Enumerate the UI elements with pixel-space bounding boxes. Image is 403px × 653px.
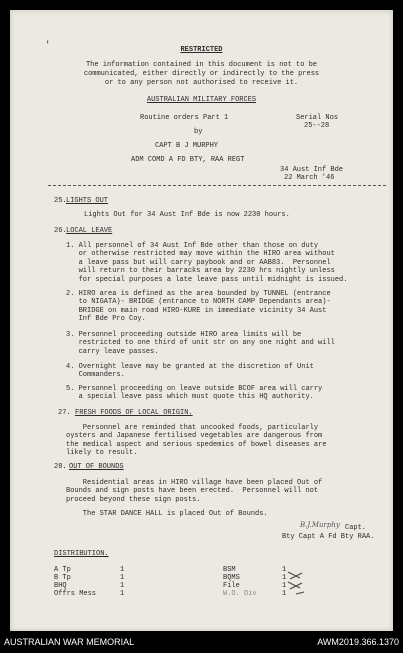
order-number-26: 26. <box>54 227 67 235</box>
distribution-title: DISTRIBUTION. <box>54 550 109 558</box>
signature-scrawl: B.J.Murphy <box>300 521 340 529</box>
serial-label: Serial Nos <box>296 114 339 122</box>
order-28-para-2: The STAR DANCE HALL is placed Out of Bounds. <box>66 510 268 518</box>
notice-line-2: communicated, either directly or indirectly to the press <box>83 70 320 78</box>
document-page <box>10 10 393 631</box>
header-divider <box>48 185 386 186</box>
order-date: 22 March '46 <box>284 174 335 182</box>
distribution-right-qty: 1 <box>282 582 287 590</box>
order-title-27: FRESH FOODS OF LOCAL ORIGIN. <box>75 409 193 417</box>
footer-accession-number: AWM2019.366.1370 <box>317 637 399 647</box>
order-number-28: 28. <box>54 463 67 471</box>
order-26-para-5: 5. Personnel proceeding on leave outside BCOF area will carry a special leave pass which must quote this HQ authority. <box>66 385 323 402</box>
signature-line: Bty Capt A Fd Bty RAA. <box>282 533 375 541</box>
order-26-para-4: 4. Overnight leave may be granted at the discretion of Unit Commanders. <box>66 363 314 380</box>
distribution-right-qty: 1 <box>282 590 287 598</box>
order-number-25: 25. <box>54 197 67 205</box>
distribution-right-name: File <box>223 582 240 590</box>
order-28-para-1: Residential areas in HIRO village have been placed Out of Bounds and sign posts have been erected. Personnel will not proceed beyond these sign posts. <box>66 479 323 504</box>
distribution-left-name: Offrs Mess <box>54 590 97 598</box>
order-number-27: 27. <box>58 409 71 417</box>
distribution-left-qty: 1 <box>120 582 125 590</box>
officer-name: CAPT B J MURPHY <box>155 142 219 150</box>
force-title: AUSTRALIAN MILITARY FORCES <box>146 96 257 104</box>
footer-institution: AUSTRALIAN WAR MEMORIAL <box>4 637 135 647</box>
order-title-28: OUT OF BOUNDS <box>69 463 124 471</box>
distribution-right-name: BSM <box>223 566 236 574</box>
distribution-left-qty: 1 <box>120 590 125 598</box>
order-26-para-2: 2. HIRO area is defined as the area bounded by TUNNEL (entrance to NIGATA)- BRIDGE (entrance to NORTH CAMP Dependants area)- BRIDGE on main road HIRO-KURE in immediate vicinity 34 Aust Inf Bde Pro Coy. <box>66 290 331 324</box>
order-25-text: Lights Out for 34 Aust Inf Bde is now 2230 hours. <box>84 211 290 219</box>
margin-mark: ' <box>45 40 51 50</box>
order-26-para-1: 1. All personnel of 34 Aust Inf Bde other than those on duty or otherwise restricted may move within the HIRO area without a leave pass but will carry paybook and or AAB83. Personnel will return to their barracks area by 2230 hrs nightly unless for special purposes a late leave pass until midnight is issued. <box>66 242 348 284</box>
classification-heading: RESTRICTED <box>180 46 223 54</box>
order-title: Routine orders Part 1 <box>140 114 229 122</box>
unit-name: 34 Aust Inf Bde <box>280 166 344 174</box>
by-label: by <box>194 128 203 136</box>
serial-value: 25--28 <box>304 122 330 130</box>
handwritten-tick-marks <box>280 562 320 602</box>
distribution-right-qty: 1 <box>282 574 287 582</box>
distribution-right-name: W.O. Div <box>223 590 257 598</box>
distribution-left-qty: 1 <box>120 574 125 582</box>
archive-footer <box>0 633 403 653</box>
signature-rank: Capt. <box>345 524 367 532</box>
notice-line-3: or to any person not authorised to receive it. <box>104 79 299 87</box>
distribution-left-name: A Tp <box>54 566 71 574</box>
distribution-right-qty: 1 <box>282 566 287 574</box>
order-27-text: Personnel are reminded that uncooked foods, particularly oysters and Japanese fertilised vegetables are dangerous from the medical aspect and serious spedemics of bowel diseases are likely to result. <box>66 424 327 458</box>
officer-role: ADM COMD A FD BTY, RAA REGT <box>131 156 245 164</box>
order-title-26: LOCAL LEAVE <box>66 227 113 235</box>
distribution-left-qty: 1 <box>120 566 125 574</box>
distribution-right-name: BQMS <box>223 574 240 582</box>
order-26-para-3: 3. Personnel proceeding outside HIRO area limits will be restricted to one third of unit str on any one night and will carry leave passes. <box>66 331 335 356</box>
distribution-left-name: B Tp <box>54 574 71 582</box>
notice-line-1: The information contained in this document is not to be <box>85 61 318 69</box>
distribution-left-name: BHQ <box>54 582 67 590</box>
order-title-25: LIGHTS OUT <box>66 197 109 205</box>
